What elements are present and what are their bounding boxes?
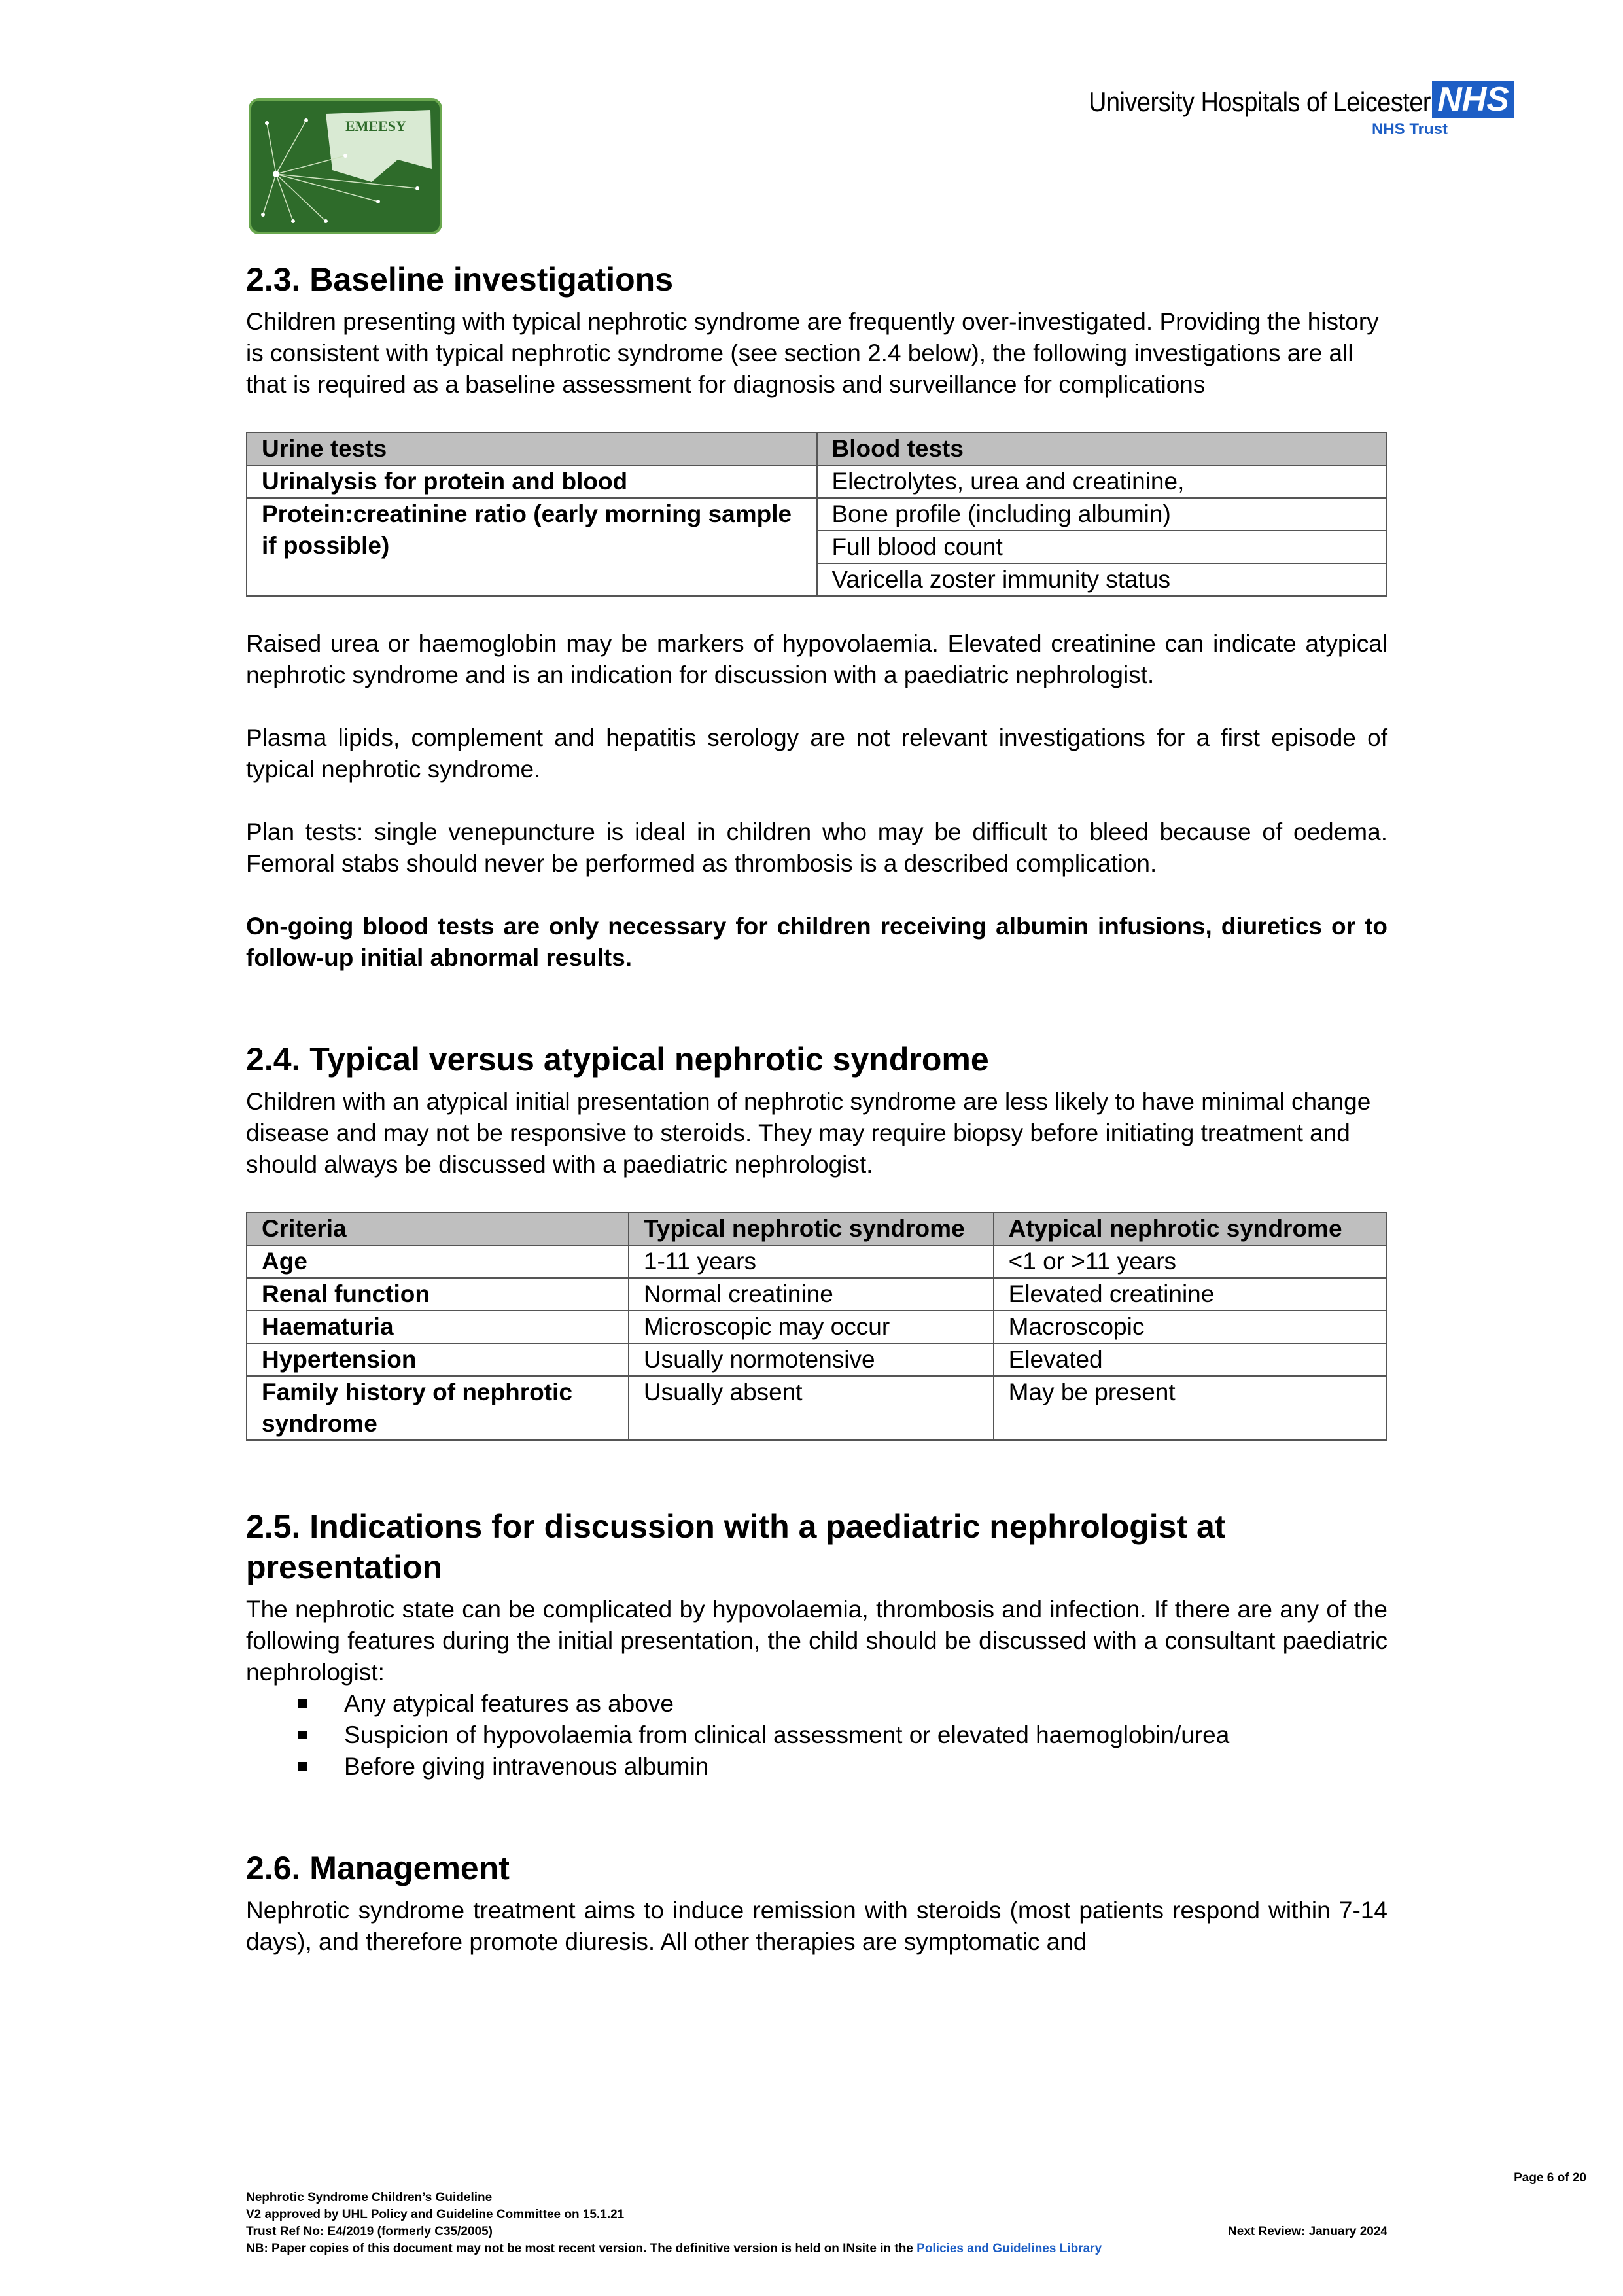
typical-cell: 1-11 years — [629, 1245, 994, 1278]
policies-library-link[interactable]: Policies and Guidelines Library — [916, 2242, 1102, 2255]
heading-2-4: 2.4. Typical versus atypical nephrotic syndrome — [246, 1041, 989, 1078]
typical-vs-atypical-table — [246, 1212, 1387, 1441]
section-2-5-intro: The nephrotic state can be complicated by hypovolaemia, thrombosis and infection. If there are any of the following features during the initial presentation, the child should be discussed with a consultant paediatric nephrologist: — [246, 1596, 1387, 1686]
next-review: Next Review: January 2024 — [1228, 2225, 1387, 2238]
atypical-cell: Elevated — [994, 1343, 1387, 1376]
indications-list — [246, 1688, 1387, 1782]
urine-test: Urinalysis for protein and blood — [247, 465, 817, 498]
emeesy-logo — [247, 97, 444, 236]
atypical-cell: <1 or >11 years — [994, 1245, 1387, 1278]
criteria-cell: Family history of nephrotic syndrome — [247, 1376, 629, 1440]
trust-name: University Hospitals of Leicester — [1089, 86, 1431, 117]
atypical-cell: Elevated creatinine — [994, 1278, 1387, 1311]
atypical-cell: Macroscopic — [994, 1311, 1387, 1343]
th-blood: Blood tests — [817, 433, 1387, 465]
trust-sub: NHS Trust — [1371, 120, 1448, 138]
heading-2-3: 2.3. Baseline investigations — [246, 261, 674, 298]
document-body — [246, 259, 1387, 1958]
footer-note — [246, 2240, 1387, 2257]
baseline-investigations-table — [246, 432, 1387, 597]
table-row — [247, 1343, 1387, 1376]
section-2-3-para4: On-going blood tests are only necessary for children receiving albumin infusions, diuretics or to follow-up initial abnormal results. — [246, 913, 1387, 971]
footer-approval: V2 approved by UHL Policy and Guideline Committee on 15.1.21 — [246, 2208, 625, 2221]
th-criteria: Criteria — [247, 1212, 629, 1245]
page-number: Page 6 of 20 — [1514, 2171, 1586, 2185]
blood-test: Full blood count — [817, 531, 1387, 563]
footer-title: Nephrotic Syndrome Children’s Guideline — [246, 2191, 493, 2204]
footer-ref: Trust Ref No: E4/2019 (formerly C35/2005) — [246, 2225, 493, 2238]
footer-note-text: NB: Paper copies of this document may not be most recent version. The definitive version is held on INsite in the — [246, 2242, 913, 2255]
th-typical: Typical nephrotic syndrome — [629, 1212, 994, 1245]
typical-cell: Normal creatinine — [629, 1278, 994, 1311]
blood-test: Electrolytes, urea and creatinine, — [817, 465, 1387, 498]
section-2-3-para1: Raised urea or haemoglobin may be markers of hypovolaemia. Elevated creatinine can indicate atypical nephrotic syndrome and is an indication for discussion with a paediatric nephrologist. — [246, 630, 1387, 688]
list-item: Before giving intravenous albumin — [344, 1751, 1387, 1782]
table-row — [247, 1311, 1387, 1343]
heading-2-5: 2.5. Indications for discussion with a paediatric nephrologist at presentation — [246, 1508, 1226, 1585]
urine-test: Protein:creatinine ratio (early morning sample if possible) — [247, 498, 817, 596]
criteria-cell: Hypertension — [247, 1343, 629, 1376]
blood-test: Varicella zoster immunity status — [817, 563, 1387, 596]
typical-cell: Microscopic may occur — [629, 1311, 994, 1343]
heading-2-6: 2.6. Management — [246, 1850, 510, 1886]
section-2-3-intro: Children presenting with typical nephrotic syndrome are frequently over-investigated. Providing the history is consistent with typical nephrotic syndrome (see section 2.4 below), the following investigations are all that is required as a baseline assessment for diagnosis and surveillance for complications — [246, 308, 1379, 398]
criteria-cell: Haematuria — [247, 1311, 629, 1343]
footer — [246, 2189, 1387, 2257]
atypical-cell: May be present — [994, 1376, 1387, 1440]
list-item: Any atypical features as above — [344, 1688, 1387, 1720]
criteria-cell: Age — [247, 1245, 629, 1278]
table-row — [247, 1245, 1387, 1278]
typical-cell: Usually absent — [629, 1376, 994, 1440]
section-2-3-para2: Plasma lipids, complement and hepatitis serology are not relevant investigations for a first episode of typical nephrotic syndrome. — [246, 724, 1387, 783]
typical-cell: Usually normotensive — [629, 1343, 994, 1376]
section-2-4-intro: Children with an atypical initial presentation of nephrotic syndrome are less likely to have minimal change disease and may not be responsive to steroids. They may require biopsy before initiating treatment and should always be discussed with a paediatric nephrologist. — [246, 1088, 1371, 1178]
blood-test: Bone profile (including albumin) — [817, 498, 1387, 531]
th-atypical: Atypical nephrotic syndrome — [994, 1212, 1387, 1245]
logo-text: EMEESY — [345, 118, 406, 134]
table-row — [247, 1376, 1387, 1440]
th-urine: Urine tests — [247, 433, 817, 465]
trust-header — [1051, 81, 1514, 139]
criteria-cell: Renal function — [247, 1278, 629, 1311]
section-2-3-para3: Plan tests: single venepuncture is ideal in children who may be difficult to bleed because of oedema. Femoral stabs should never be performed as thrombosis is a described complication. — [246, 819, 1387, 877]
list-item: Suspicion of hypovolaemia from clinical assessment or elevated haemoglobin/urea — [344, 1720, 1387, 1751]
section-2-6-intro: Nephrotic syndrome treatment aims to induce remission with steroids (most patients respond within 7-14 days), and therefore promote diuresis. All other therapies are symptomatic and — [246, 1897, 1387, 1955]
nhs-logo: NHS — [1432, 81, 1514, 118]
table-row — [247, 1278, 1387, 1311]
